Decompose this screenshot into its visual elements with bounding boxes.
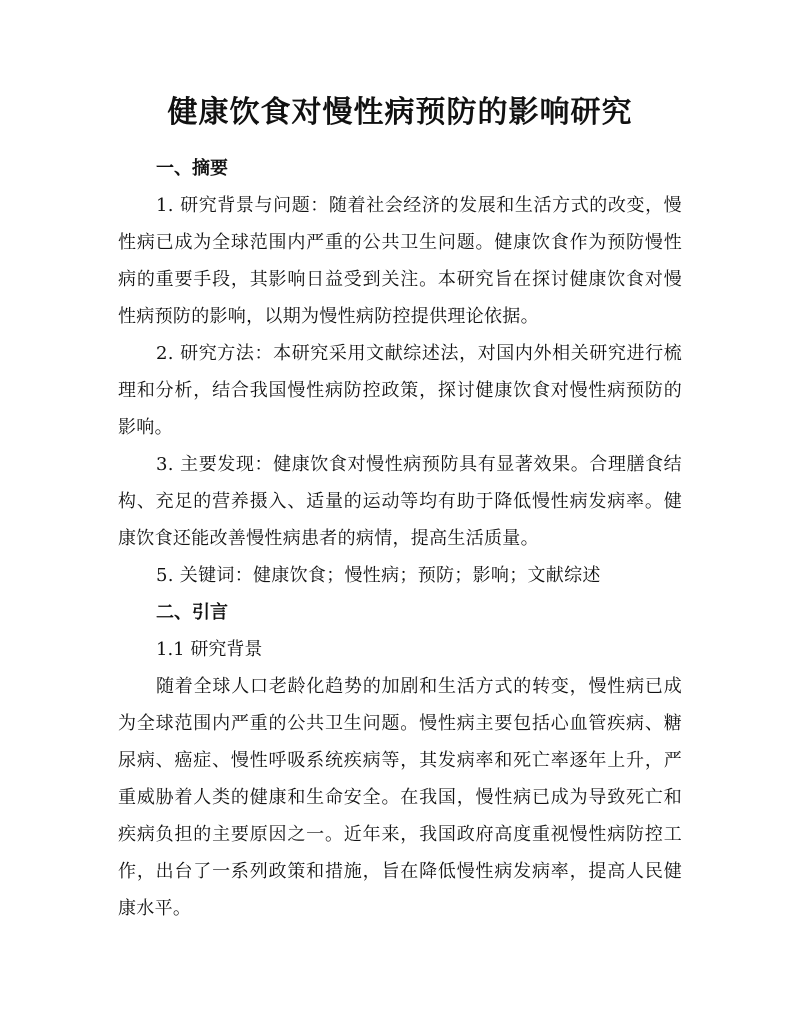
title-block [118, 93, 682, 140]
abstract-item-background: 1. 研究背景与问题：随着社会经济的发展和生活方式的改变，慢性病已成为全球范围内严重的公共卫生问题。健康饮食作为预防慢性病的重要手段，其影响日益受到关注。本研究旨在探讨健康饮食对慢性病预防的影响，以期为慢性病防控提供理论依据。 [118, 195, 682, 327]
research-background-paragraph: 随着全球人口老龄化趋势的加剧和生活方式的转变，慢性病已成为全球范围内严重的公共卫生问题。慢性病主要包括心血管疾病、糖尿病、癌症、慢性呼吸系统疾病等，其发病率和死亡率逐年上升，严重威胁着人类的健康和生命安全。在我国，慢性病已成为导致死亡和疾病负担的主要原因之一。近年来，我国政府高度重视慢性病防控工作，出台了一系列政策和措施，旨在降低慢性病发病率，提高人民健康水平。 [118, 676, 682, 919]
document-title: 健康饮食对慢性病预防的影响研究 [167, 95, 633, 130]
abstract-section [118, 150, 682, 594]
abstract-item-methods: 2. 研究方法：本研究采用文献综述法，对国内外相关研究进行梳理和分析，结合我国慢性病防控政策，探讨健康饮食对慢性病预防的影响。 [118, 343, 682, 438]
introduction-heading: 二、引言 [156, 602, 228, 623]
introduction-section [118, 594, 682, 927]
abstract-item-keywords: 5. 关键词：健康饮食；慢性病；预防；影响；文献综述 [156, 565, 601, 586]
research-background-subheading: 1.1 研究背景 [156, 639, 263, 660]
abstract-item-findings: 3. 主要发现：健康饮食对慢性病预防具有显著效果。合理膳食结构、充足的营养摄入、适量的运动等均有助于降低慢性病发病率。健康饮食还能改善慢性病患者的病情，提高生活质量。 [118, 454, 682, 549]
abstract-heading: 一、摘要 [156, 158, 228, 179]
